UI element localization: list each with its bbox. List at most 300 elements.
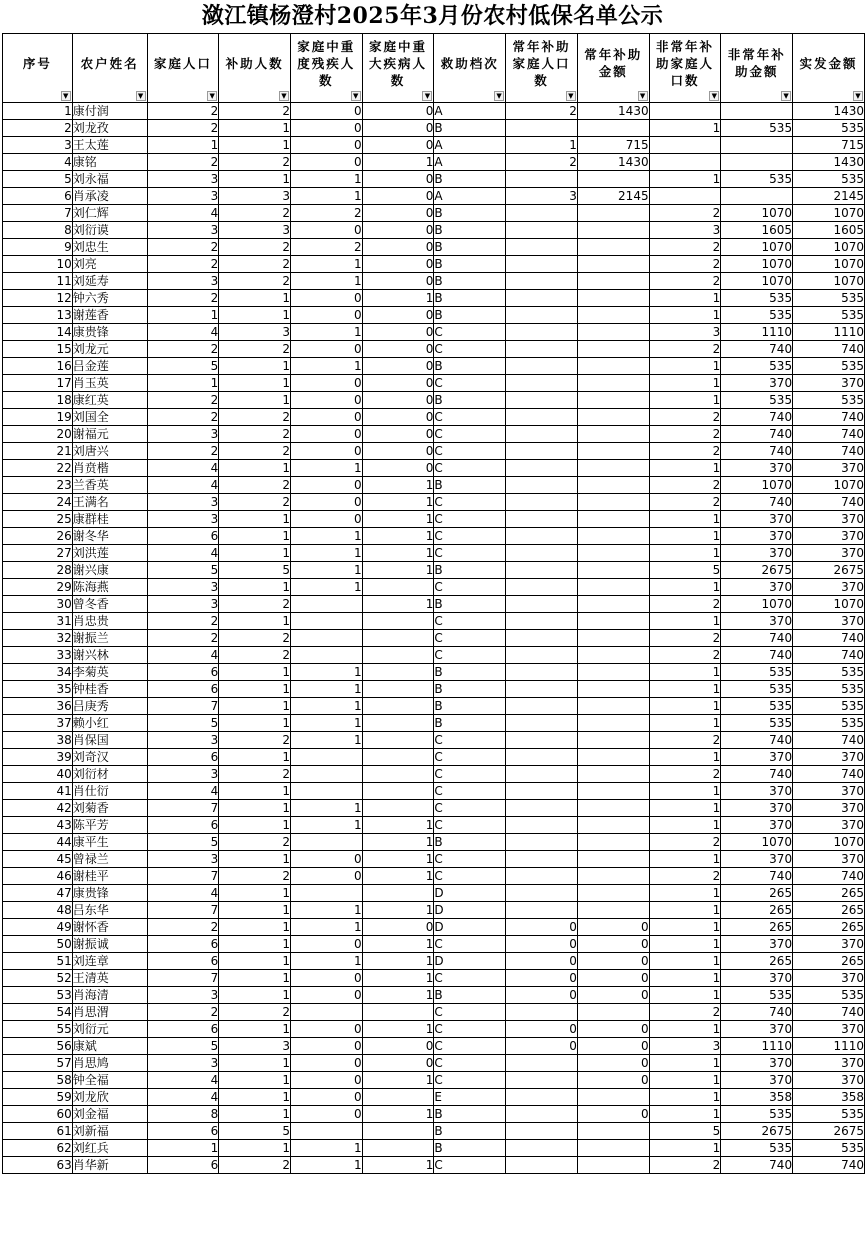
perennial-amount-cell[interactable]: 0 [577, 919, 649, 936]
name-cell[interactable]: 陈海燕 [72, 579, 147, 596]
actual-amount-cell[interactable]: 370 [793, 749, 865, 766]
actual-amount-cell[interactable]: 265 [793, 953, 865, 970]
name-cell[interactable]: 康贵锋 [72, 324, 147, 341]
actual-amount-cell[interactable]: 740 [793, 494, 865, 511]
perennial-count-cell[interactable] [506, 324, 578, 341]
nonperennial-count-cell[interactable]: 1 [649, 936, 721, 953]
illness-count-cell[interactable]: 0 [362, 103, 434, 120]
subsidy-count-cell[interactable]: 1 [219, 1106, 291, 1123]
nonperennial-count-cell[interactable]: 2 [649, 273, 721, 290]
perennial-amount-cell[interactable]: 0 [577, 1055, 649, 1072]
disabled-count-cell[interactable]: 1 [290, 256, 362, 273]
actual-amount-cell[interactable]: 370 [793, 528, 865, 545]
perennial-amount-cell[interactable] [577, 766, 649, 783]
nonperennial-count-cell[interactable]: 1 [649, 987, 721, 1004]
aid-level-cell[interactable]: B [434, 1106, 506, 1123]
name-cell[interactable]: 肖思鸠 [72, 1055, 147, 1072]
illness-count-cell[interactable]: 0 [362, 273, 434, 290]
perennial-amount-cell[interactable] [577, 613, 649, 630]
nonperennial-count-cell[interactable]: 2 [649, 426, 721, 443]
nonperennial-amount-cell[interactable]: 370 [721, 851, 793, 868]
illness-count-cell[interactable]: 1 [362, 1072, 434, 1089]
nonperennial-amount-cell[interactable]: 740 [721, 647, 793, 664]
perennial-amount-cell[interactable] [577, 409, 649, 426]
index-cell[interactable]: 49 [3, 919, 73, 936]
disabled-count-cell[interactable]: 1 [290, 664, 362, 681]
disabled-count-cell[interactable] [290, 749, 362, 766]
perennial-count-cell[interactable] [506, 732, 578, 749]
perennial-amount-cell[interactable]: 0 [577, 1106, 649, 1123]
disabled-count-cell[interactable]: 2 [290, 205, 362, 222]
disabled-count-cell[interactable] [290, 766, 362, 783]
illness-count-cell[interactable]: 1 [362, 817, 434, 834]
index-cell[interactable]: 36 [3, 698, 73, 715]
name-cell[interactable]: 刘延寿 [72, 273, 147, 290]
subsidy-count-cell[interactable]: 5 [219, 562, 291, 579]
subsidy-count-cell[interactable]: 2 [219, 868, 291, 885]
index-cell[interactable]: 10 [3, 256, 73, 273]
perennial-amount-cell[interactable] [577, 630, 649, 647]
disabled-count-cell[interactable]: 1 [290, 800, 362, 817]
illness-count-cell[interactable]: 0 [362, 120, 434, 137]
nonperennial-amount-cell[interactable]: 370 [721, 545, 793, 562]
aid-level-cell[interactable]: C [434, 494, 506, 511]
perennial-count-cell[interactable] [506, 222, 578, 239]
actual-amount-cell[interactable]: 740 [793, 443, 865, 460]
index-cell[interactable]: 53 [3, 987, 73, 1004]
perennial-count-cell[interactable]: 0 [506, 970, 578, 987]
disabled-count-cell[interactable]: 1 [290, 188, 362, 205]
aid-level-cell[interactable]: C [434, 1055, 506, 1072]
filter-dropdown-icon[interactable]: ▼ [207, 91, 217, 101]
illness-count-cell[interactable]: 0 [362, 375, 434, 392]
col-header-nonperennial-amount[interactable] [721, 34, 793, 103]
disabled-count-cell[interactable] [290, 596, 362, 613]
aid-level-cell[interactable]: C [434, 783, 506, 800]
disabled-count-cell[interactable]: 1 [290, 1157, 362, 1174]
disabled-count-cell[interactable] [290, 1123, 362, 1140]
family-size-cell[interactable]: 6 [147, 681, 219, 698]
illness-count-cell[interactable]: 0 [362, 256, 434, 273]
aid-level-cell[interactable]: B [434, 681, 506, 698]
actual-amount-cell[interactable]: 1430 [793, 154, 865, 171]
nonperennial-count-cell[interactable]: 1 [649, 817, 721, 834]
name-cell[interactable]: 曾禄兰 [72, 851, 147, 868]
family-size-cell[interactable]: 4 [147, 460, 219, 477]
index-cell[interactable]: 23 [3, 477, 73, 494]
illness-count-cell[interactable]: 1 [362, 953, 434, 970]
disabled-count-cell[interactable]: 0 [290, 375, 362, 392]
col-header-perennial-amount[interactable] [577, 34, 649, 103]
subsidy-count-cell[interactable]: 1 [219, 783, 291, 800]
nonperennial-count-cell[interactable]: 2 [649, 647, 721, 664]
nonperennial-amount-cell[interactable]: 740 [721, 341, 793, 358]
perennial-count-cell[interactable]: 0 [506, 953, 578, 970]
perennial-count-cell[interactable] [506, 307, 578, 324]
nonperennial-amount-cell[interactable]: 2675 [721, 562, 793, 579]
name-cell[interactable]: 吕庚秀 [72, 698, 147, 715]
illness-count-cell[interactable]: 1 [362, 834, 434, 851]
filter-dropdown-icon[interactable]: ▼ [853, 91, 863, 101]
disabled-count-cell[interactable]: 1 [290, 460, 362, 477]
index-cell[interactable]: 13 [3, 307, 73, 324]
actual-amount-cell[interactable]: 740 [793, 426, 865, 443]
perennial-amount-cell[interactable] [577, 324, 649, 341]
index-cell[interactable]: 31 [3, 613, 73, 630]
perennial-count-cell[interactable] [506, 205, 578, 222]
actual-amount-cell[interactable]: 535 [793, 307, 865, 324]
nonperennial-count-cell[interactable]: 1 [649, 613, 721, 630]
subsidy-count-cell[interactable]: 1 [219, 953, 291, 970]
subsidy-count-cell[interactable]: 1 [219, 664, 291, 681]
actual-amount-cell[interactable]: 535 [793, 664, 865, 681]
illness-count-cell[interactable]: 1 [362, 528, 434, 545]
nonperennial-count-cell[interactable]: 1 [649, 919, 721, 936]
disabled-count-cell[interactable]: 1 [290, 562, 362, 579]
disabled-count-cell[interactable]: 0 [290, 1106, 362, 1123]
index-cell[interactable]: 38 [3, 732, 73, 749]
name-cell[interactable]: 肖保国 [72, 732, 147, 749]
index-cell[interactable]: 20 [3, 426, 73, 443]
perennial-count-cell[interactable] [506, 273, 578, 290]
name-cell[interactable]: 刘亮 [72, 256, 147, 273]
subsidy-count-cell[interactable]: 1 [219, 800, 291, 817]
nonperennial-amount-cell[interactable]: 370 [721, 460, 793, 477]
perennial-amount-cell[interactable] [577, 800, 649, 817]
subsidy-count-cell[interactable]: 1 [219, 1072, 291, 1089]
perennial-count-cell[interactable] [506, 494, 578, 511]
perennial-count-cell[interactable] [506, 171, 578, 188]
illness-count-cell[interactable]: 0 [362, 443, 434, 460]
aid-level-cell[interactable]: C [434, 545, 506, 562]
subsidy-count-cell[interactable]: 1 [219, 851, 291, 868]
index-cell[interactable]: 50 [3, 936, 73, 953]
nonperennial-count-cell[interactable]: 1 [649, 120, 721, 137]
subsidy-count-cell[interactable]: 1 [219, 885, 291, 902]
name-cell[interactable]: 刘衍元 [72, 1021, 147, 1038]
family-size-cell[interactable]: 4 [147, 324, 219, 341]
actual-amount-cell[interactable]: 370 [793, 800, 865, 817]
nonperennial-count-cell[interactable]: 2 [649, 341, 721, 358]
actual-amount-cell[interactable]: 265 [793, 902, 865, 919]
nonperennial-amount-cell[interactable]: 1070 [721, 205, 793, 222]
perennial-count-cell[interactable] [506, 1106, 578, 1123]
actual-amount-cell[interactable]: 535 [793, 715, 865, 732]
aid-level-cell[interactable]: D [434, 885, 506, 902]
name-cell[interactable]: 肖贲楷 [72, 460, 147, 477]
disabled-count-cell[interactable]: 0 [290, 120, 362, 137]
perennial-amount-cell[interactable]: 2145 [577, 188, 649, 205]
family-size-cell[interactable]: 5 [147, 715, 219, 732]
nonperennial-amount-cell[interactable]: 740 [721, 1004, 793, 1021]
index-cell[interactable]: 35 [3, 681, 73, 698]
nonperennial-count-cell[interactable]: 1 [649, 171, 721, 188]
perennial-count-cell[interactable]: 0 [506, 1021, 578, 1038]
name-cell[interactable]: 谢振兰 [72, 630, 147, 647]
illness-count-cell[interactable]: 1 [362, 868, 434, 885]
perennial-amount-cell[interactable] [577, 698, 649, 715]
illness-count-cell[interactable]: 1 [362, 290, 434, 307]
name-cell[interactable]: 肖华新 [72, 1157, 147, 1174]
nonperennial-amount-cell[interactable]: 535 [721, 307, 793, 324]
index-cell[interactable]: 42 [3, 800, 73, 817]
aid-level-cell[interactable]: E [434, 1089, 506, 1106]
nonperennial-amount-cell[interactable]: 1070 [721, 596, 793, 613]
family-size-cell[interactable]: 5 [147, 562, 219, 579]
index-cell[interactable]: 56 [3, 1038, 73, 1055]
nonperennial-count-cell[interactable]: 1 [649, 358, 721, 375]
perennial-count-cell[interactable] [506, 1004, 578, 1021]
nonperennial-amount-cell[interactable]: 1070 [721, 273, 793, 290]
nonperennial-count-cell[interactable]: 2 [649, 239, 721, 256]
perennial-count-cell[interactable] [506, 1055, 578, 1072]
illness-count-cell[interactable]: 0 [362, 307, 434, 324]
name-cell[interactable]: 刘衍材 [72, 766, 147, 783]
filter-dropdown-icon[interactable]: ▼ [136, 91, 146, 101]
nonperennial-amount-cell[interactable] [721, 103, 793, 120]
nonperennial-count-cell[interactable]: 3 [649, 1038, 721, 1055]
nonperennial-count-cell[interactable]: 1 [649, 851, 721, 868]
index-cell[interactable]: 40 [3, 766, 73, 783]
disabled-count-cell[interactable]: 0 [290, 477, 362, 494]
illness-count-cell[interactable]: 1 [362, 545, 434, 562]
name-cell[interactable]: 吕东华 [72, 902, 147, 919]
index-cell[interactable]: 29 [3, 579, 73, 596]
nonperennial-amount-cell[interactable]: 1110 [721, 1038, 793, 1055]
family-size-cell[interactable]: 3 [147, 766, 219, 783]
name-cell[interactable]: 谢冬华 [72, 528, 147, 545]
nonperennial-amount-cell[interactable]: 1070 [721, 239, 793, 256]
illness-count-cell[interactable]: 0 [362, 426, 434, 443]
actual-amount-cell[interactable]: 370 [793, 1021, 865, 1038]
aid-level-cell[interactable]: B [434, 1140, 506, 1157]
name-cell[interactable]: 康贵锋 [72, 885, 147, 902]
perennial-count-cell[interactable] [506, 681, 578, 698]
index-cell[interactable]: 43 [3, 817, 73, 834]
filter-dropdown-icon[interactable]: ▼ [61, 91, 71, 101]
name-cell[interactable]: 钟全福 [72, 1072, 147, 1089]
illness-count-cell[interactable]: 0 [362, 222, 434, 239]
name-cell[interactable]: 康斌 [72, 1038, 147, 1055]
index-cell[interactable]: 55 [3, 1021, 73, 1038]
nonperennial-amount-cell[interactable]: 370 [721, 579, 793, 596]
actual-amount-cell[interactable]: 358 [793, 1089, 865, 1106]
actual-amount-cell[interactable]: 370 [793, 460, 865, 477]
subsidy-count-cell[interactable]: 1 [219, 749, 291, 766]
name-cell[interactable]: 肖承凌 [72, 188, 147, 205]
nonperennial-count-cell[interactable]: 1 [649, 681, 721, 698]
disabled-count-cell[interactable]: 0 [290, 426, 362, 443]
family-size-cell[interactable]: 3 [147, 273, 219, 290]
actual-amount-cell[interactable]: 1110 [793, 1038, 865, 1055]
subsidy-count-cell[interactable]: 2 [219, 494, 291, 511]
nonperennial-amount-cell[interactable]: 370 [721, 528, 793, 545]
perennial-count-cell[interactable] [506, 375, 578, 392]
filter-dropdown-icon[interactable]: ▼ [566, 91, 576, 101]
family-size-cell[interactable]: 2 [147, 392, 219, 409]
nonperennial-amount-cell[interactable]: 535 [721, 290, 793, 307]
subsidy-count-cell[interactable]: 1 [219, 171, 291, 188]
aid-level-cell[interactable]: C [434, 426, 506, 443]
name-cell[interactable]: 刘红兵 [72, 1140, 147, 1157]
perennial-amount-cell[interactable] [577, 715, 649, 732]
subsidy-count-cell[interactable]: 1 [219, 1021, 291, 1038]
name-cell[interactable]: 刘连章 [72, 953, 147, 970]
family-size-cell[interactable]: 6 [147, 1157, 219, 1174]
family-size-cell[interactable]: 2 [147, 239, 219, 256]
perennial-amount-cell[interactable] [577, 307, 649, 324]
nonperennial-amount-cell[interactable]: 535 [721, 120, 793, 137]
col-header-subsidy-count[interactable] [219, 34, 291, 103]
disabled-count-cell[interactable] [290, 647, 362, 664]
subsidy-count-cell[interactable]: 1 [219, 307, 291, 324]
family-size-cell[interactable]: 4 [147, 647, 219, 664]
actual-amount-cell[interactable]: 740 [793, 732, 865, 749]
nonperennial-amount-cell[interactable]: 370 [721, 1021, 793, 1038]
name-cell[interactable]: 钟桂香 [72, 681, 147, 698]
perennial-amount-cell[interactable]: 0 [577, 987, 649, 1004]
perennial-amount-cell[interactable] [577, 528, 649, 545]
disabled-count-cell[interactable]: 1 [290, 358, 362, 375]
perennial-amount-cell[interactable] [577, 902, 649, 919]
family-size-cell[interactable]: 5 [147, 358, 219, 375]
subsidy-count-cell[interactable]: 1 [219, 817, 291, 834]
illness-count-cell[interactable]: 1 [362, 936, 434, 953]
disabled-count-cell[interactable]: 0 [290, 1089, 362, 1106]
nonperennial-count-cell[interactable]: 1 [649, 885, 721, 902]
aid-level-cell[interactable]: C [434, 511, 506, 528]
nonperennial-count-cell[interactable]: 2 [649, 409, 721, 426]
family-size-cell[interactable]: 2 [147, 443, 219, 460]
nonperennial-amount-cell[interactable] [721, 154, 793, 171]
aid-level-cell[interactable]: A [434, 103, 506, 120]
nonperennial-count-cell[interactable]: 2 [649, 1157, 721, 1174]
name-cell[interactable]: 谢怀香 [72, 919, 147, 936]
nonperennial-amount-cell[interactable]: 740 [721, 732, 793, 749]
filter-dropdown-icon[interactable]: ▼ [638, 91, 648, 101]
illness-count-cell[interactable] [362, 1140, 434, 1157]
family-size-cell[interactable]: 1 [147, 137, 219, 154]
aid-level-cell[interactable]: B [434, 987, 506, 1004]
family-size-cell[interactable]: 4 [147, 1072, 219, 1089]
index-cell[interactable]: 47 [3, 885, 73, 902]
actual-amount-cell[interactable]: 740 [793, 766, 865, 783]
nonperennial-amount-cell[interactable]: 740 [721, 494, 793, 511]
family-size-cell[interactable]: 4 [147, 1089, 219, 1106]
subsidy-count-cell[interactable]: 1 [219, 1089, 291, 1106]
nonperennial-count-cell[interactable]: 2 [649, 868, 721, 885]
index-cell[interactable]: 54 [3, 1004, 73, 1021]
perennial-count-cell[interactable] [506, 647, 578, 664]
nonperennial-amount-cell[interactable]: 265 [721, 953, 793, 970]
perennial-amount-cell[interactable] [577, 1140, 649, 1157]
subsidy-count-cell[interactable]: 1 [219, 1055, 291, 1072]
subsidy-count-cell[interactable]: 1 [219, 715, 291, 732]
illness-count-cell[interactable] [362, 681, 434, 698]
name-cell[interactable]: 刘仁辉 [72, 205, 147, 222]
illness-count-cell[interactable]: 1 [362, 987, 434, 1004]
perennial-count-cell[interactable] [506, 1089, 578, 1106]
illness-count-cell[interactable] [362, 1089, 434, 1106]
actual-amount-cell[interactable]: 1070 [793, 256, 865, 273]
aid-level-cell[interactable]: B [434, 171, 506, 188]
name-cell[interactable]: 陈平芳 [72, 817, 147, 834]
nonperennial-count-cell[interactable]: 1 [649, 1106, 721, 1123]
aid-level-cell[interactable]: C [434, 800, 506, 817]
name-cell[interactable]: 曾冬香 [72, 596, 147, 613]
aid-level-cell[interactable]: B [434, 239, 506, 256]
nonperennial-count-cell[interactable]: 2 [649, 1004, 721, 1021]
nonperennial-amount-cell[interactable]: 370 [721, 613, 793, 630]
nonperennial-count-cell[interactable]: 2 [649, 766, 721, 783]
disabled-count-cell[interactable]: 1 [290, 902, 362, 919]
family-size-cell[interactable]: 2 [147, 120, 219, 137]
perennial-count-cell[interactable] [506, 341, 578, 358]
family-size-cell[interactable]: 2 [147, 290, 219, 307]
aid-level-cell[interactable]: C [434, 613, 506, 630]
family-size-cell[interactable]: 3 [147, 511, 219, 528]
perennial-count-cell[interactable] [506, 528, 578, 545]
index-cell[interactable]: 34 [3, 664, 73, 681]
illness-count-cell[interactable] [362, 1123, 434, 1140]
name-cell[interactable]: 刘新福 [72, 1123, 147, 1140]
actual-amount-cell[interactable]: 1430 [793, 103, 865, 120]
aid-level-cell[interactable]: C [434, 460, 506, 477]
actual-amount-cell[interactable]: 1605 [793, 222, 865, 239]
subsidy-count-cell[interactable]: 1 [219, 579, 291, 596]
aid-level-cell[interactable]: C [434, 579, 506, 596]
nonperennial-amount-cell[interactable]: 370 [721, 1055, 793, 1072]
subsidy-count-cell[interactable]: 1 [219, 1140, 291, 1157]
disabled-count-cell[interactable] [290, 613, 362, 630]
subsidy-count-cell[interactable]: 2 [219, 409, 291, 426]
nonperennial-amount-cell[interactable]: 358 [721, 1089, 793, 1106]
index-cell[interactable]: 57 [3, 1055, 73, 1072]
actual-amount-cell[interactable]: 535 [793, 987, 865, 1004]
perennial-amount-cell[interactable] [577, 290, 649, 307]
perennial-amount-cell[interactable]: 0 [577, 953, 649, 970]
name-cell[interactable]: 刘国全 [72, 409, 147, 426]
index-cell[interactable]: 37 [3, 715, 73, 732]
actual-amount-cell[interactable]: 370 [793, 970, 865, 987]
name-cell[interactable]: 肖海清 [72, 987, 147, 1004]
perennial-amount-cell[interactable] [577, 1089, 649, 1106]
subsidy-count-cell[interactable]: 1 [219, 545, 291, 562]
col-header-illness-count[interactable] [362, 34, 434, 103]
family-size-cell[interactable]: 6 [147, 1123, 219, 1140]
aid-level-cell[interactable]: C [434, 1004, 506, 1021]
disabled-count-cell[interactable] [290, 834, 362, 851]
perennial-count-cell[interactable] [506, 1157, 578, 1174]
subsidy-count-cell[interactable]: 1 [219, 902, 291, 919]
perennial-count-cell[interactable] [506, 783, 578, 800]
col-header-aid-level[interactable] [434, 34, 506, 103]
illness-count-cell[interactable]: 1 [362, 1021, 434, 1038]
perennial-amount-cell[interactable]: 715 [577, 137, 649, 154]
illness-count-cell[interactable]: 0 [362, 460, 434, 477]
perennial-count-cell[interactable]: 0 [506, 1038, 578, 1055]
aid-level-cell[interactable]: B [434, 358, 506, 375]
col-header-name[interactable] [72, 34, 147, 103]
actual-amount-cell[interactable]: 740 [793, 1004, 865, 1021]
perennial-amount-cell[interactable]: 0 [577, 1021, 649, 1038]
family-size-cell[interactable]: 3 [147, 494, 219, 511]
name-cell[interactable]: 谢振诚 [72, 936, 147, 953]
disabled-count-cell[interactable] [290, 783, 362, 800]
perennial-amount-cell[interactable] [577, 222, 649, 239]
perennial-amount-cell[interactable] [577, 562, 649, 579]
aid-level-cell[interactable]: C [434, 341, 506, 358]
